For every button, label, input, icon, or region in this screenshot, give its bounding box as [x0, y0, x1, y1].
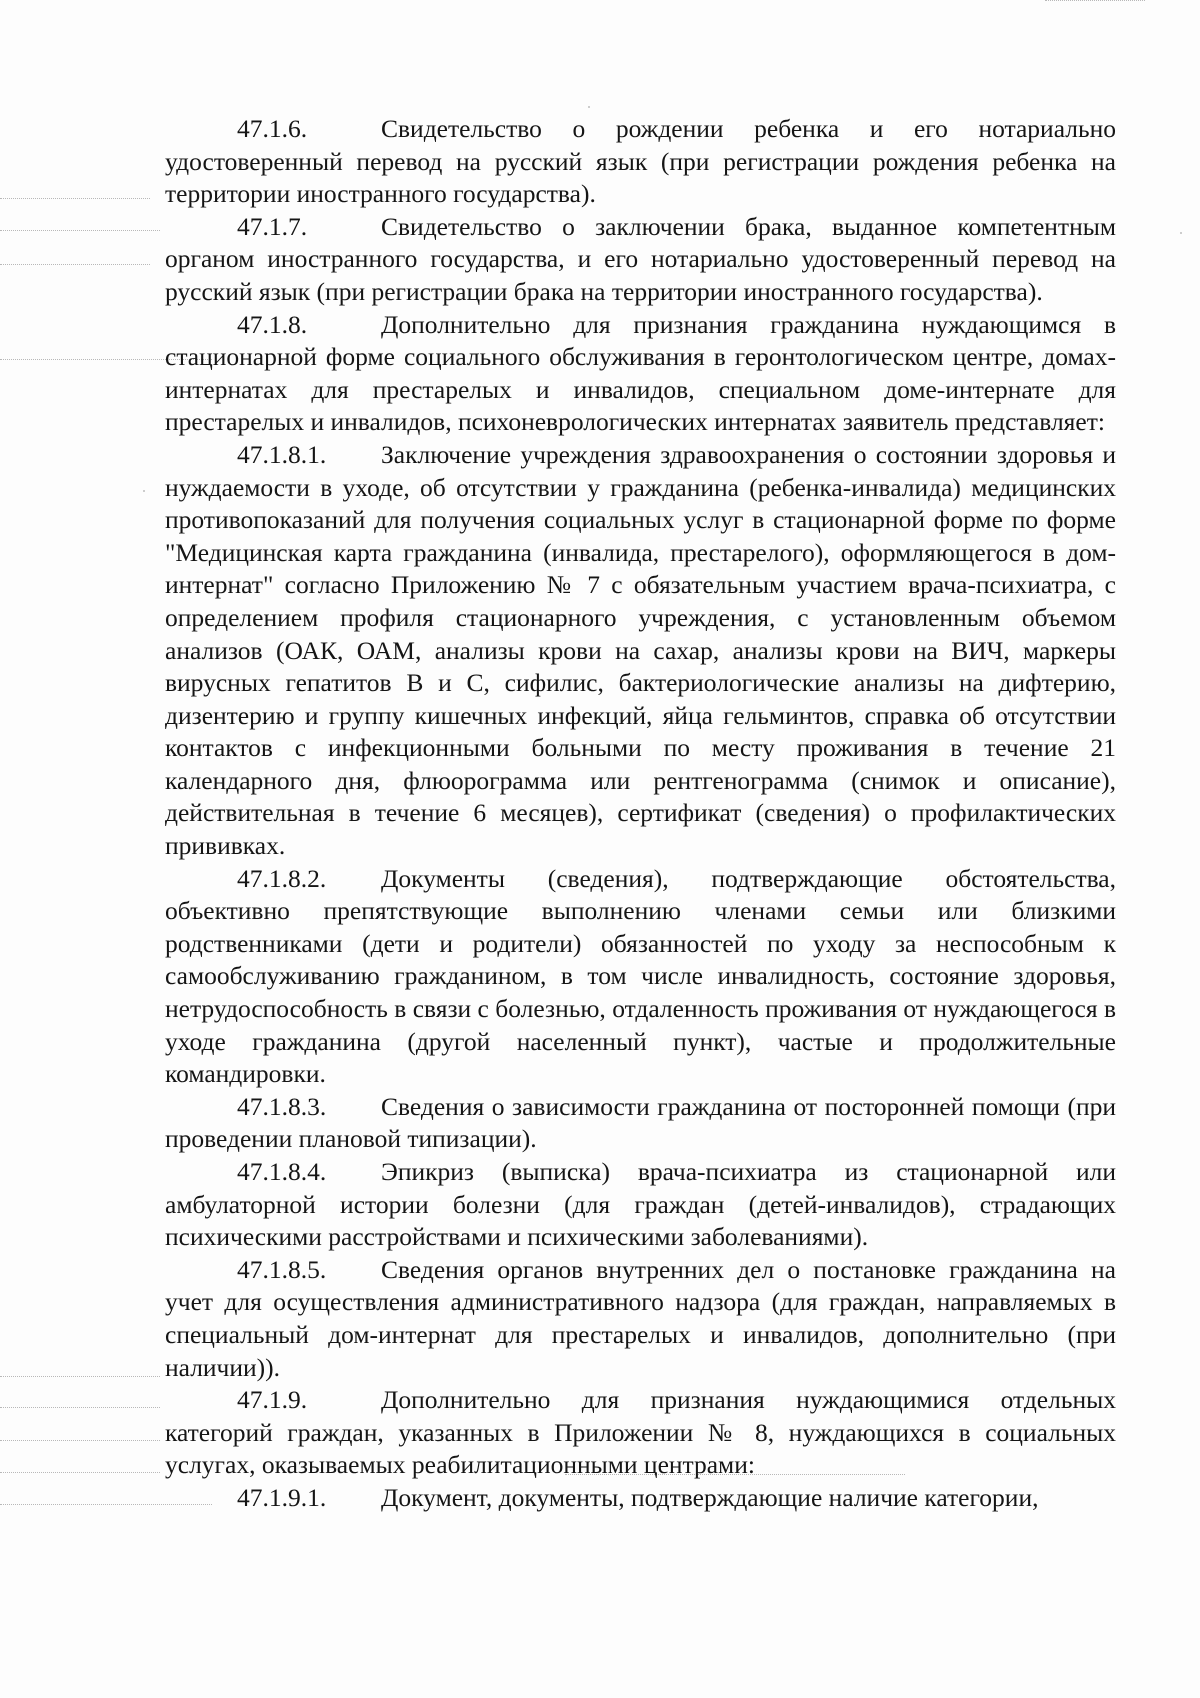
paragraph-number: 47.1.8.2. [237, 863, 327, 893]
paragraph-number: 47.1.8.5. [237, 1254, 327, 1284]
paragraph-text: Свидетельство о заключении брака, выданное компетентным органом иностранного государства, и его нотариально удостоверенный перевод на русский язык (при регистрации брака на территории иностранного государства). [165, 211, 1116, 306]
paragraph-number: 47.1.8.3. [237, 1091, 327, 1121]
scan-artifact-line [0, 264, 150, 265]
paragraph-47-1-8-1 [165, 439, 1116, 863]
paragraph-number: 47.1.8. [237, 309, 308, 339]
scan-artifact-line [1045, 0, 1145, 1]
scan-artifact-dot [1180, 232, 1182, 234]
scan-artifact-dot [143, 490, 145, 492]
scan-artifact-line [0, 230, 160, 231]
paragraph-47-1-9 [165, 1384, 1116, 1482]
paragraph-text: Документ, документы, подтверждающие наличие категории, [381, 1482, 1039, 1512]
paragraph-47-1-8-5 [165, 1254, 1116, 1384]
scan-artifact-line [0, 198, 150, 199]
scan-artifact-line [0, 1407, 160, 1408]
paragraph-text: Заключение учреждения здравоохранения о состоянии здоровья и нуждаемости в уходе, об отсутствии у гражданина (ребенка-инвалида) медицинских противопоказаний для получения социальных услуг в стационарной форме по форме "Медицинская карта гражданина (инвалида, престарелого), оформляющегося в дом-интернат" согласно Приложению № 7 с обязательным участием врача-психиатра, с определением профиля стационарного учреждения, с установленным объемом анализов (ОАК, ОАМ, анализы крови на сахар, анализы крови на ВИЧ, маркеры вирусных гепатитов В и С, сифилис, бактериологические анализы на дифтерию, дизентерию и группу кишечных инфекций, яйца гельминтов, справка об отсутствии контактов с инфекционными больными по месту проживания в течение 21 календарного дня, флюорограмма или рентгенограмма (снимок и описание), действительная в течение 6 месяцев), сертификат (сведения) о профилактических прививках. [165, 439, 1116, 861]
scan-artifact-line [0, 1376, 160, 1377]
paragraph-number: 47.1.8.4. [237, 1157, 327, 1186]
paragraph-47-1-8-4 [165, 1156, 1116, 1254]
paragraph-text: Эпикриз (выписка) врача-психиатра из стационарной или амбулаторной истории болезни (для граждан (детей-инвалидов), страдающих психическими расстройствами и психическими заболеваниями). [165, 1157, 1116, 1252]
paragraph-47-1-8-3 [165, 1091, 1116, 1156]
paragraph-number: 47.1.6. [237, 114, 308, 143]
paragraph-text: Свидетельство о рождении ребенка и его нотариально удостоверенный перевод на русский язык (при регистрации рождения ребенка на территории иностранного государства). [165, 114, 1116, 209]
paragraph-text: Дополнительно для признания нуждающимися отдельных категорий граждан, указанных в Приложении № 8, нуждающихся в социальных услугах, оказываемых реабилитационными центрами: [165, 1385, 1116, 1480]
paragraph-47-1-8-2 [165, 863, 1116, 1091]
paragraph-47-1-7 [165, 211, 1116, 309]
paragraph-number: 47.1.8.1. [237, 439, 327, 469]
paragraph-text: Документы (сведения), подтверждающие обстоятельства, объективно препятствующие выполнению членами семьи или близкими родственниками (дети и родители) обязанностей по уходу за неспособным к самообслуживанию гражданином, в том числе инвалидность, состояние здоровья, нетрудоспособность в связи с болезнью, отдаленность проживания от нуждающегося в уходе гражданина (другой населенный пункт), частые и продолжительные командировки. [165, 863, 1116, 1089]
paragraph-text: Сведения о зависимости гражданина от посторонней помощи (при проведении плановой типизации). [165, 1091, 1116, 1154]
paragraph-text: Сведения органов внутренних дел о постановке гражданина на учет для осуществления административного надзора (для граждан, направляемых в специальный дом-интернат для престарелых и инвалидов, дополнительно (при наличии)). [165, 1254, 1116, 1382]
paragraph-number: 47.1.7. [237, 211, 308, 241]
scan-artifact-line [0, 1440, 160, 1441]
scan-artifact-dot [588, 106, 590, 108]
paragraph-number: 47.1.9. [237, 1385, 308, 1415]
paragraph-47-1-9-1 [165, 1482, 1116, 1515]
paragraph-number: 47.1.9.1. [237, 1482, 327, 1512]
scan-artifact-line [0, 1472, 160, 1473]
paragraph-text: Дополнительно для признания гражданина нуждающимся в стационарной форме социального обслуживания в геронтологическом центре, домах-интернатах для престарелых и инвалидов, специальном доме-интернате для престарелых и инвалидов, психоневрологических интернатах заявитель представляет: [165, 309, 1116, 437]
paragraph-47-1-8 [165, 309, 1116, 439]
paragraph-47-1-6 [165, 113, 1116, 211]
document-body [165, 113, 1116, 1515]
